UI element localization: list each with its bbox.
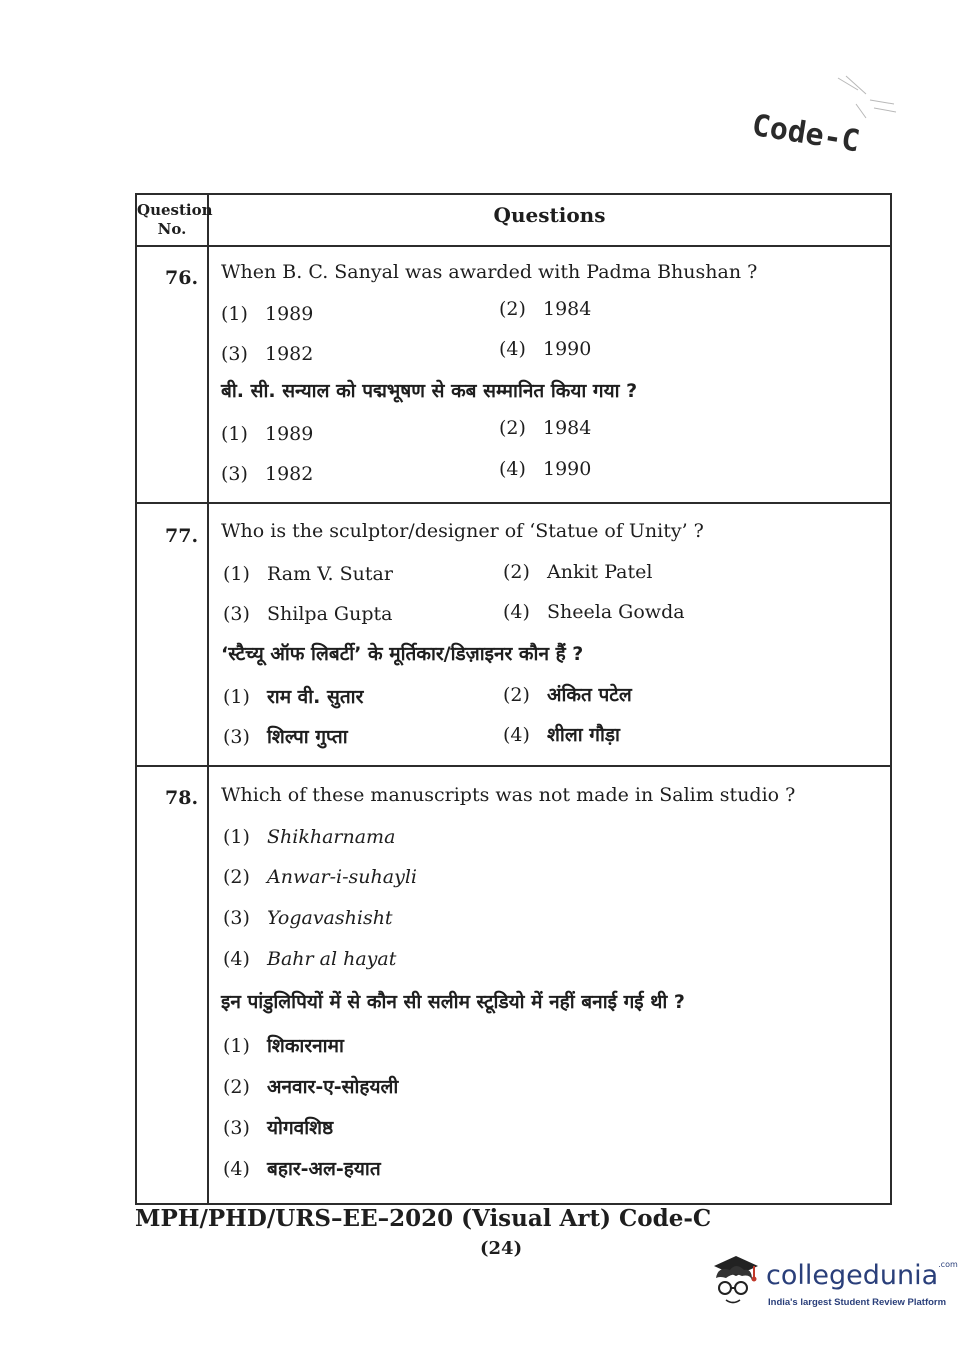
- collegedunia-watermark: [706, 1252, 958, 1322]
- option-hi-2: (2) अंकित पटेल: [503, 684, 632, 706]
- option-hi-4: (4) बहार-अल-हयात: [223, 1158, 381, 1180]
- option-hi-2: (2) अनवार-ए-सोहयली: [223, 1076, 399, 1098]
- option-hi-4: (4) शीला गौड़ा: [503, 724, 620, 746]
- code-label: Code-C: [749, 108, 863, 160]
- option-hi-3: (3) शिल्पा गुप्ता: [223, 726, 348, 748]
- brand-tagline: India's largest Student Review Platform: [768, 1297, 947, 1308]
- column-divider: [207, 195, 209, 1203]
- option-en-4: (4) 1990: [499, 338, 592, 360]
- question-text-en: Which of these manuscripts was not made in Salim studio ?: [221, 784, 796, 806]
- header-question-no: Question No.: [137, 201, 213, 238]
- option-en-3: (3) Shilpa Gupta: [223, 603, 393, 625]
- question-table: [135, 193, 892, 1205]
- corner-scribble: [836, 74, 900, 120]
- student-mascot-icon: [706, 1252, 764, 1314]
- option-hi-4: (4) 1990: [499, 458, 592, 480]
- option-hi-1: (1) राम वी. सुतार: [223, 686, 364, 708]
- question-number: 78.: [165, 787, 199, 809]
- brand-name: collegedunia$^{.com}$: [766, 1260, 958, 1291]
- option-hi-1: (1) 1989: [221, 423, 314, 445]
- question-number: 76.: [165, 267, 199, 289]
- header-questions: Questions: [493, 203, 606, 227]
- option-en-2: (2) 1984: [499, 298, 592, 320]
- question-text-en: Who is the sculptor/designer of ‘Statue of Unity’ ?: [221, 520, 704, 542]
- option-en-3: (3) Yogavashisht: [223, 907, 393, 929]
- option-en-2: (2) Ankit Patel: [503, 561, 653, 583]
- option-en-4: (4) Bahr al hayat: [223, 948, 397, 970]
- question-text-hi: ‘स्टैच्यू ऑफ लिबर्टी’ के मूर्तिकार/डिज़ाइनर कौन हैं ?: [221, 643, 584, 665]
- row-divider: [137, 502, 890, 504]
- option-en-1: (1) 1989: [221, 303, 314, 325]
- question-text-en: When B. C. Sanyal was awarded with Padma Bhushan ?: [221, 261, 758, 283]
- option-en-1: (1) Shikharnama: [223, 826, 396, 848]
- option-hi-2: (2) 1984: [499, 417, 592, 439]
- page-number: (24): [480, 1238, 523, 1259]
- option-hi-3: (3) योगवशिष्ठ: [223, 1117, 334, 1139]
- question-text-hi: बी. सी. सन्याल को पद्मभूषण से कब सम्मानित किया गया ?: [221, 380, 638, 402]
- question-text-hi: इन पांडुलिपियों में से कौन सी सलीम स्टूडियो में नहीं बनाई गई थी ?: [221, 991, 685, 1013]
- header-divider: [137, 245, 890, 247]
- question-number: 77.: [165, 525, 199, 547]
- option-hi-1: (1) शिकारनामा: [223, 1035, 344, 1057]
- option-hi-3: (3) 1982: [221, 463, 314, 485]
- option-en-3: (3) 1982: [221, 343, 314, 365]
- exam-code-footer: MPH/PHD/URS–EE–2020 (Visual Art) Code-C: [135, 1205, 712, 1232]
- row-divider: [137, 765, 890, 767]
- option-en-1: (1) Ram V. Sutar: [223, 563, 393, 585]
- option-en-4: (4) Sheela Gowda: [503, 601, 685, 623]
- option-en-2: (2) Anwar-i-suhayli: [223, 866, 417, 888]
